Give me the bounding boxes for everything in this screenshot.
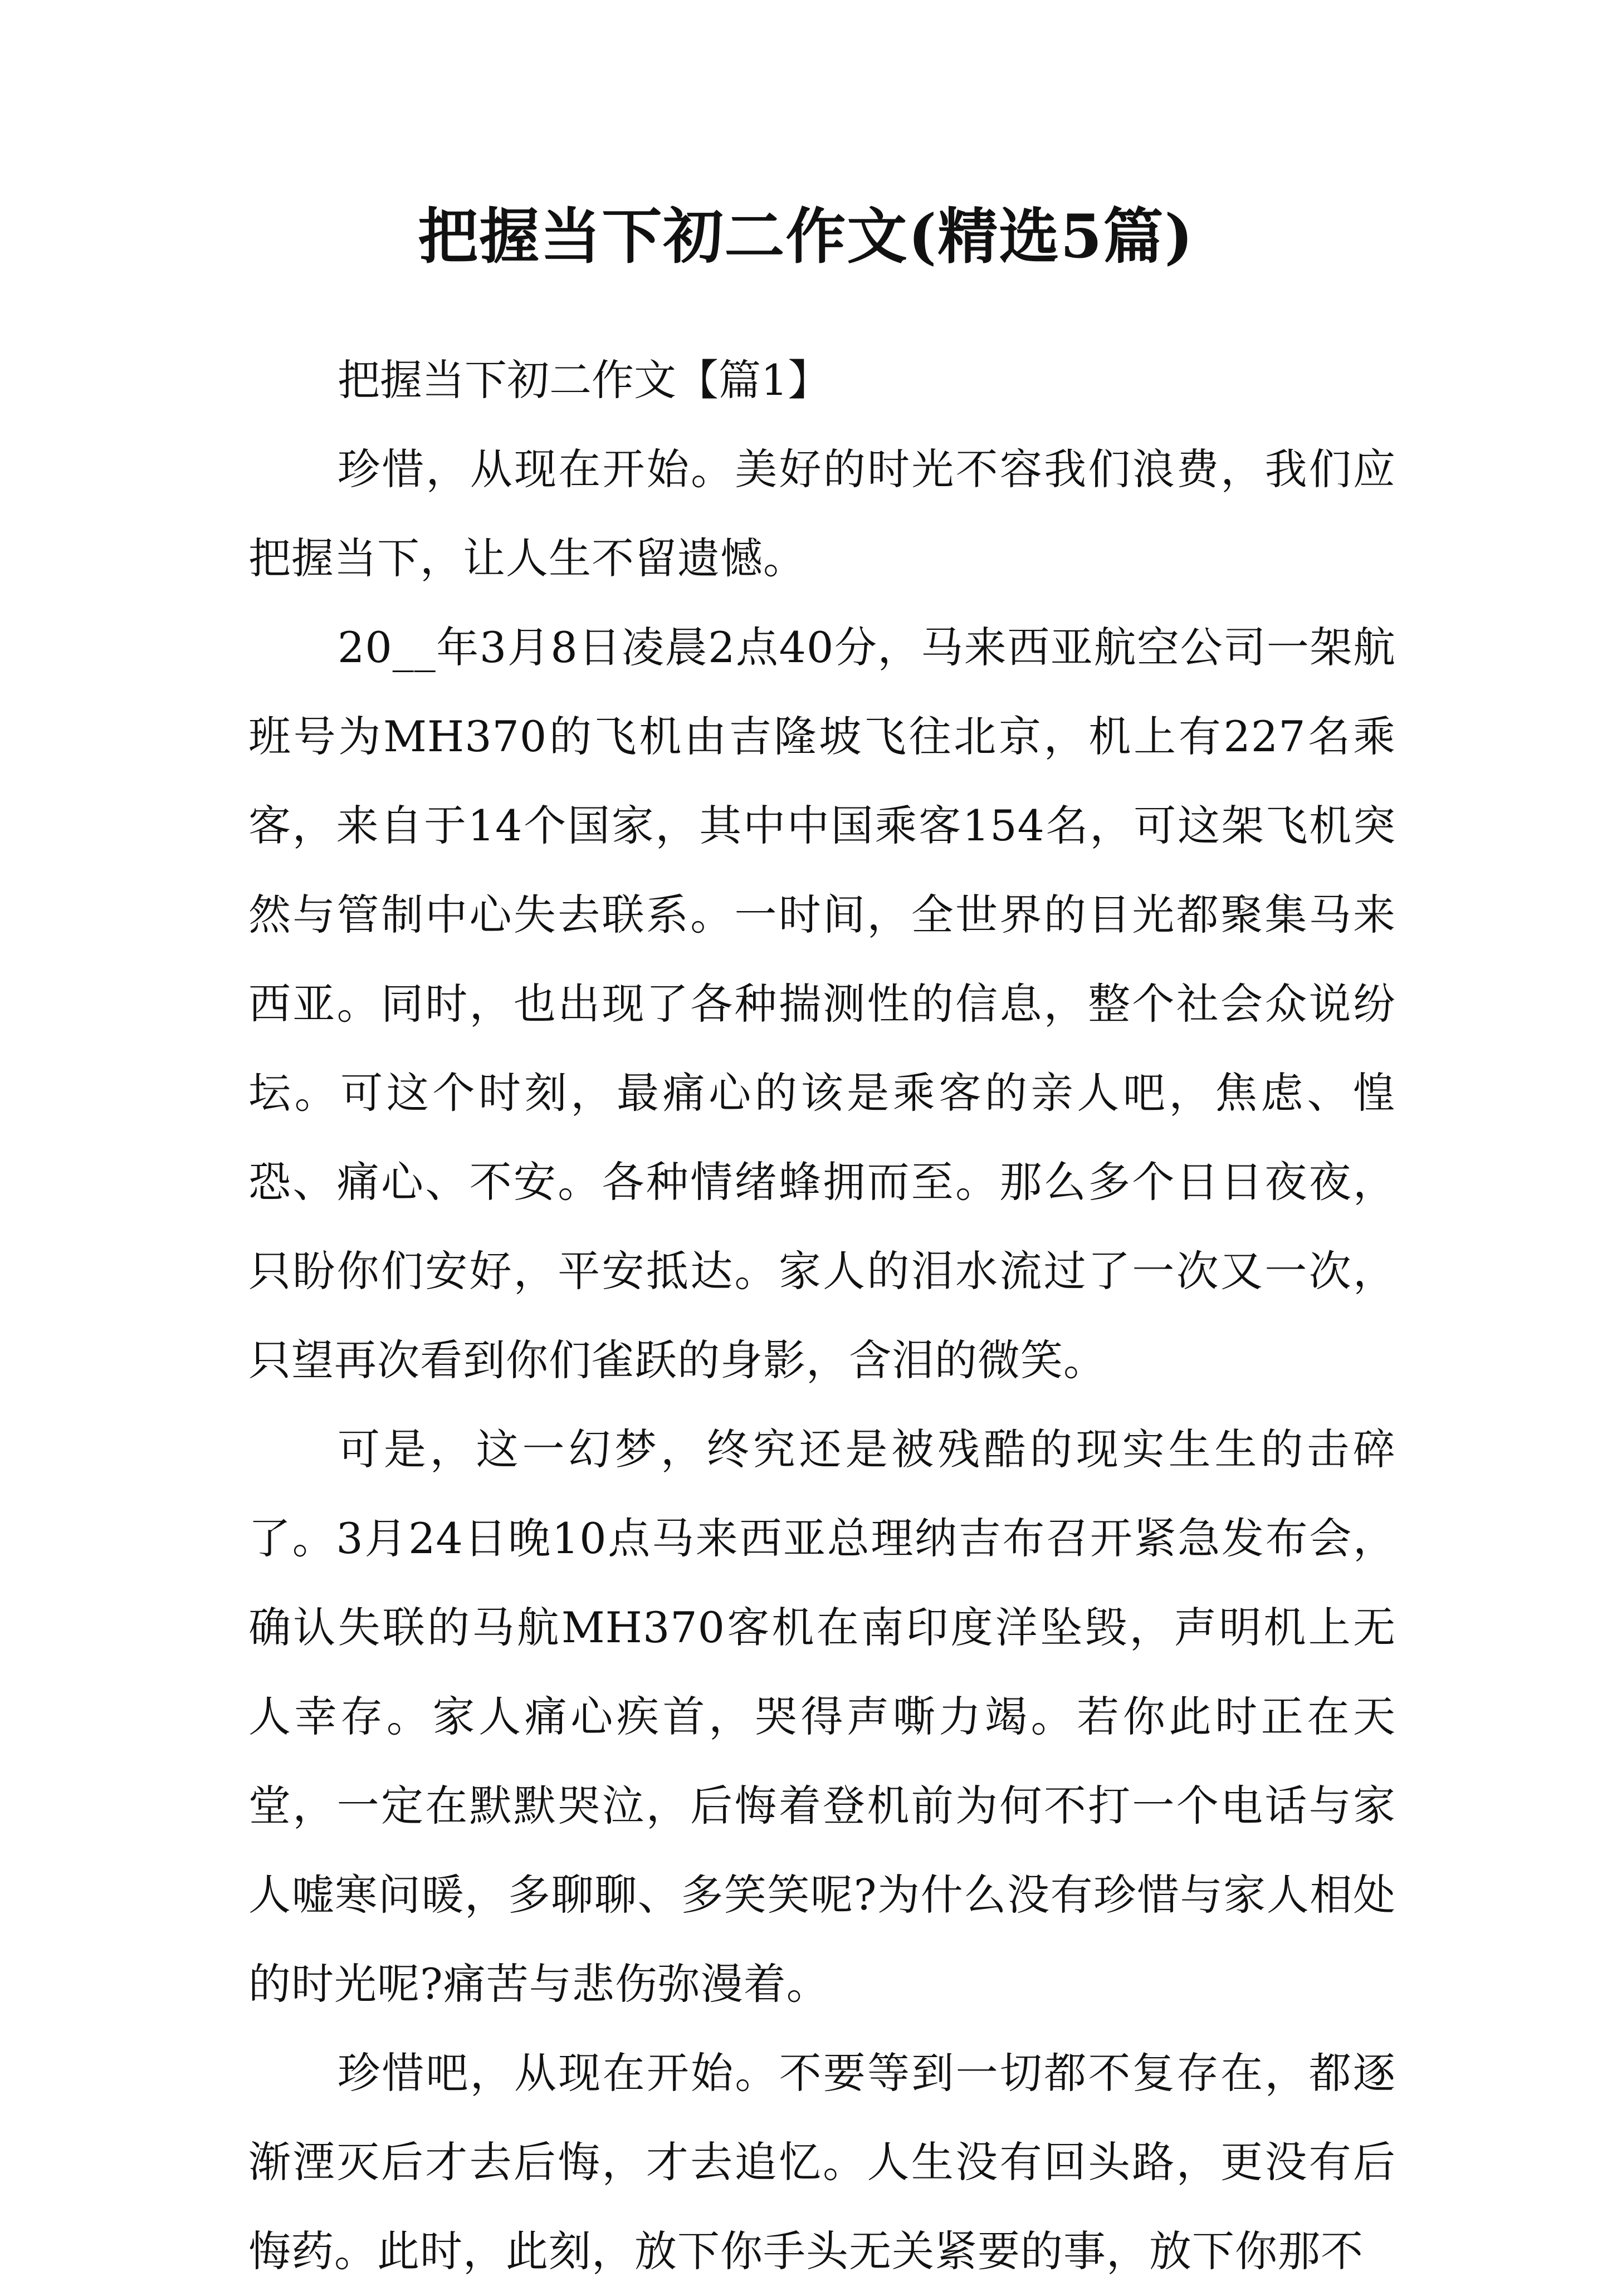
- page-title: 把握当下初二作文(精选5篇): [418, 202, 1194, 272]
- document-body: [248, 336, 1396, 2296]
- paragraph-3: 可是，这一幻梦，终究还是被残酷的现实生生的击碎了。3月24日晚10点马来西亚总理纳吉布召开紧急发布会，确认失联的马航MH370客机在南印度洋坠毁，声明机上无人幸存。家人痛心疾首，哭得声嘶力竭。若你此时正在天堂，一定在默默哭泣，后悔着登机前为何不打一个电话与家人嘘寒问暖，多聊聊、多笑笑呢?为什么没有珍惜与家人相处的时光呢?痛苦与悲伤弥漫着。: [248, 1424, 1396, 2009]
- paragraph-2: 20__年3月8日凌晨2点40分，马来西亚航空公司一架航班号为MH370的飞机由吉隆坡飞往北京，机上有227名乘客，来自于14个国家，其中中国乘客154名，可这架飞机突然与管制中心失去联系。一时间，全世界的目光都聚集马来西亚。同时，也出现了各种揣测性的信息，整个社会众说纷坛。可这个时刻，最痛心的该是乘客的亲人吧，焦虑、惶恐、痛心、不安。各种情绪蜂拥而至。那么多个日日夜夜，只盼你们安好，平安抵达。家人的泪水流过了一次又一次，只望再次看到你们雀跃的身影，含泪的微笑。: [248, 623, 1396, 1385]
- paragraph-4: 珍惜吧，从现在开始。不要等到一切都不复存在，都逐渐湮灭后才去后悔，才去追忆。人生没有回头路，更没有后悔药。此时，此刻，放下你手头无关紧要的事，放下你那不: [248, 2048, 1396, 2276]
- section-heading: 把握当下初二作文【篇1】: [338, 355, 831, 405]
- paragraph-1: 珍惜，从现在开始。美好的时光不容我们浪费，我们应把握当下，让人生不留遗憾。: [248, 444, 1396, 583]
